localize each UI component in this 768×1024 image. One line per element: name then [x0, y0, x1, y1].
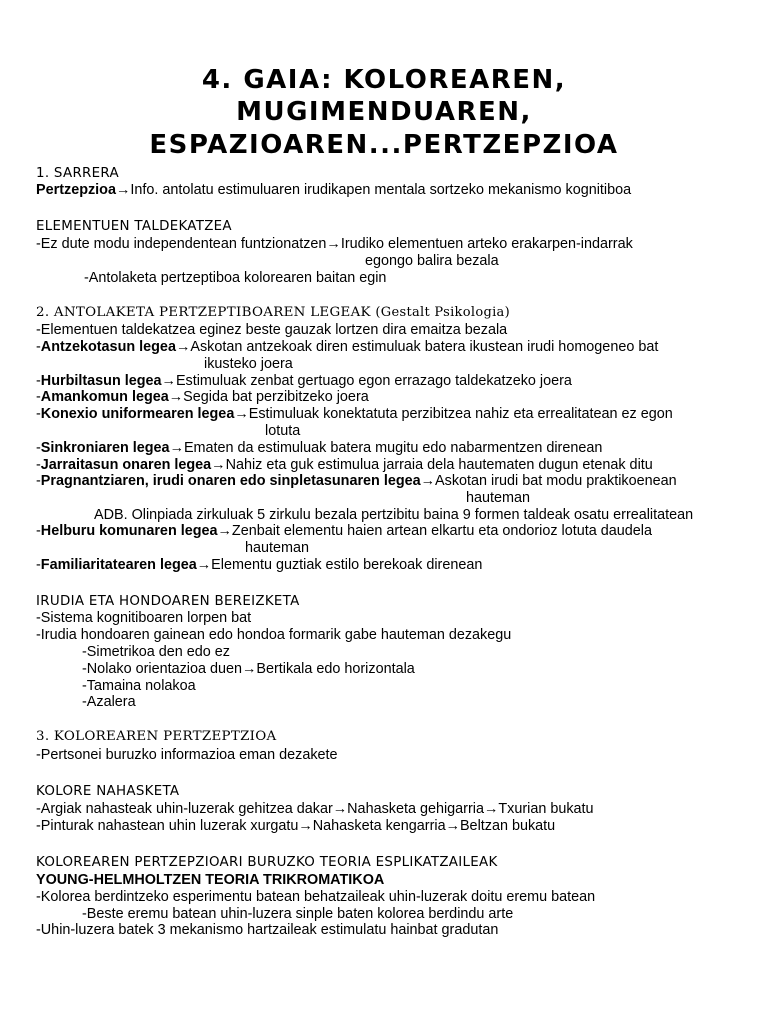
section-heading-legeak — [36, 304, 510, 321]
teoria-line-1: -Kolorea berdintzeko esperimentu batean behatzaileak uhin-luzerak doitu eremu batean — [36, 889, 596, 905]
definition-text: →Info. antolatu estimuluaren irudikapen mentala sortzeko mekanismo kognitiboa — [115, 182, 632, 198]
law-text: →Askotan antzekoak diren estimuluak batera ikustean irudi homogeneo bat — [175, 339, 659, 355]
law-text: →Elementu guztiak estilo berekoak direnean — [196, 557, 483, 573]
legeak-heading-text: 2. ANTOLAKETA PERTZEPTIBOAREN LEGEAK — [36, 305, 371, 320]
law-name: Familiaritatearen legea — [40, 557, 197, 573]
irudia-line-2: -Irudia hondoaren gainean edo hondoa formarik gabe hauteman dezakegu — [36, 627, 512, 643]
law-text: →Ematen da estimuluak batera mugitu edo nabarmentzen direnean — [169, 440, 603, 456]
law-name: Antzekotasun legea — [40, 339, 176, 355]
law-dash: - — [36, 457, 41, 473]
section-heading-teoria: KOLOREAREN PERTZEPZIOARI BURUZKO TEORIA ESPLIKATZAILEAK — [36, 855, 498, 870]
teoria-subheading: YOUNG-HELMHOLTZEN TEORIA TRIKROMATIKOA — [36, 872, 385, 888]
law-dash: - — [36, 373, 41, 389]
law-text: →Estimuluak konektatuta perzibitzea nahiz eta errealitatean ez egon — [234, 406, 673, 422]
definition-pertzepzioa — [36, 182, 631, 199]
law-dash: - — [36, 557, 41, 573]
law-name: Konexio uniformearen legea — [40, 406, 235, 422]
law-text: →Segida bat perzibitzeko joera — [168, 389, 369, 405]
irudia-line-1: -Sistema kognitiboaren lorpen bat — [36, 610, 252, 626]
irudia-sub-item: -Tamaina nolakoa — [82, 678, 196, 694]
law-item — [36, 457, 653, 474]
teoria-line-2: -Beste eremu batean uhin-luzera sinple baten kolorea berdindu arte — [82, 906, 514, 922]
law-text: →Askotan irudi bat modu praktikoenean — [420, 473, 677, 489]
section-heading-nahasketa: KOLORE NAHASKETA — [36, 784, 180, 799]
legeak-heading-suffix: (Gestalt Psikologia) — [375, 305, 510, 320]
law-item — [36, 440, 602, 457]
irudia-sub-item: -Simetrikoa den edo ez — [82, 644, 230, 660]
law-item — [36, 473, 677, 490]
page-title-line-2: MUGIMENDUAREN, — [236, 97, 532, 127]
law-name: Pragnantziaren, irudi onaren edo sinpletasunaren legea — [40, 473, 421, 489]
law-text: →Zenbait elementu haien artean elkartu eta ondorioz lotuta daudela — [217, 523, 652, 539]
legeak-intro: -Elementuen taldekatzea eginez beste gauzak lortzen dira emaitza bezala — [36, 322, 508, 338]
page-title-line-3: ESPAZIOAREN...PERTZEPZIOA — [149, 130, 619, 160]
law-item — [36, 373, 572, 390]
law-item — [36, 339, 658, 356]
nahasketa-line-2: -Pinturak nahastean uhin luzerak xurgatu→Nahasketa kengarria→Beltzan bukatu — [36, 818, 556, 834]
law-name: Jarraitasun onaren legea — [40, 457, 212, 473]
law-item — [36, 389, 369, 406]
law-dash: - — [36, 440, 41, 456]
law-text-cont: hauteman — [466, 490, 531, 506]
section-heading-kolorea: 3. KOLOREAREN PERTZEPTZIOA — [36, 729, 277, 744]
section-heading-sarrera: 1. SARRERA — [36, 166, 119, 181]
section-heading-irudia: IRUDIA ETA HONDOAREN BEREIZKETA — [36, 594, 300, 609]
teoria-line-3: -Uhin-luzera batek 3 mekanismo hartzaileak estimulatu hainbat gradutan — [36, 922, 499, 938]
law-text: →Nahiz eta guk estimulua jarraia dela hautematen dugun etenak ditu — [211, 457, 653, 473]
kolorea-line-1: -Pertsonei buruzko informazioa eman dezakete — [36, 747, 338, 763]
law-name: Hurbiltasun legea — [40, 373, 162, 389]
taldekatzea-line-1: -Ez dute modu independentean funtzionatzen→Irudiko elementuen arteko erakarpen-indarrak — [36, 236, 633, 252]
taldekatzea-line-1-cont: egongo balira bezala — [365, 253, 499, 269]
law-example: ADB. Olinpiada zirkuluak 5 zirkulu bezala pertzibitu baina 9 formen taldeak osatu errealitatean — [94, 507, 694, 523]
law-text-cont: lotuta — [265, 423, 301, 439]
law-name: Amankomun legea — [40, 389, 169, 405]
law-item — [36, 523, 652, 540]
law-text: →Estimuluak zenbat gertuago egon errazago taldekatzeko joera — [161, 373, 572, 389]
page-title-line-1: 4. GAIA: KOLOREAREN, — [201, 65, 567, 95]
law-item — [36, 406, 673, 423]
term-pertzepzioa: Pertzepzioa — [36, 182, 116, 198]
law-item — [36, 557, 482, 574]
law-dash: - — [36, 339, 41, 355]
taldekatzea-line-2: -Antolaketa pertzeptiboa kolorearen baitan egin — [84, 270, 387, 286]
law-name: Helburu komunaren legea — [40, 523, 218, 539]
law-text-cont: ikusteko joera — [204, 356, 293, 372]
law-text-cont: hauteman — [245, 540, 310, 556]
law-dash: - — [36, 389, 41, 405]
law-dash: - — [36, 523, 41, 539]
irudia-sub-item: -Nolako orientazioa duen→Bertikala edo horizontala — [82, 661, 415, 677]
nahasketa-line-1: -Argiak nahasteak uhin-luzerak gehitzea dakar→Nahasketa gehigarria→Txurian bukatu — [36, 801, 594, 817]
law-dash: - — [36, 406, 41, 422]
law-name: Sinkroniaren legea — [40, 440, 170, 456]
section-heading-taldekatzea: ELEMENTUEN TALDEKATZEA — [36, 219, 232, 234]
law-dash: - — [36, 473, 41, 489]
irudia-sub-item: -Azalera — [82, 694, 136, 710]
